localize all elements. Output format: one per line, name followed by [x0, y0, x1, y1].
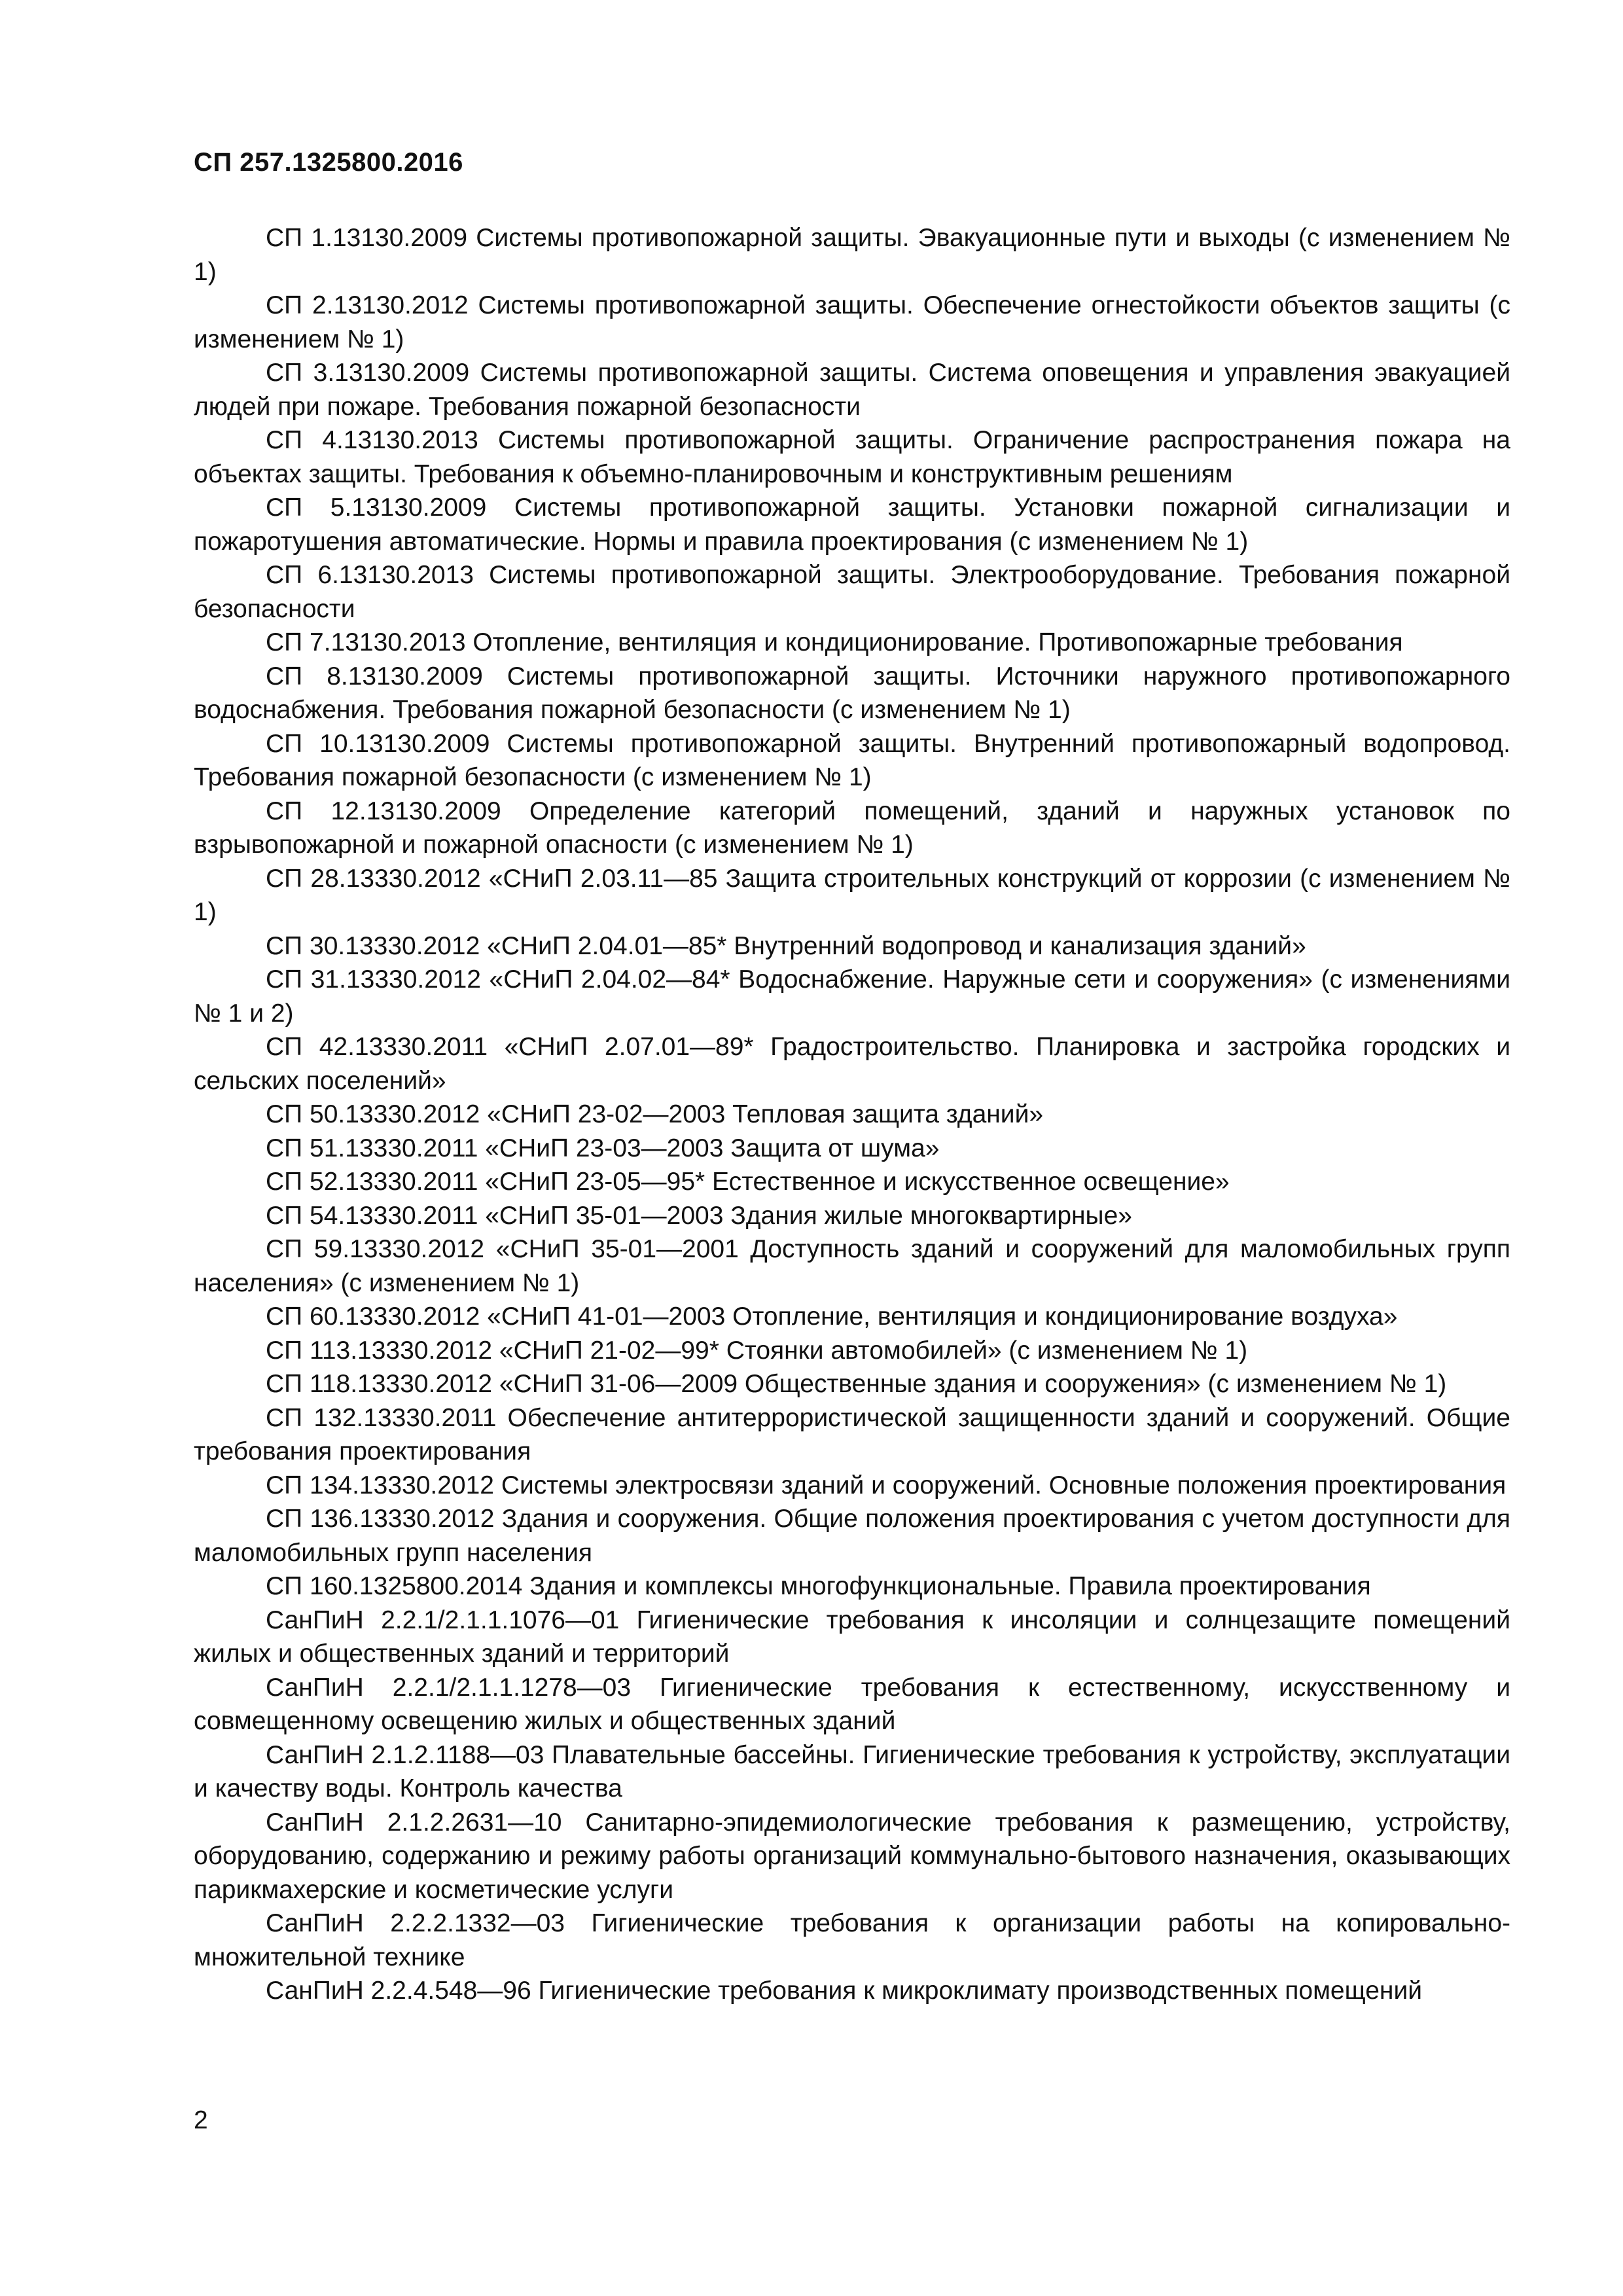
reference-item: СП 60.13330.2012 «СНиП 41-01—2003 Отопление, вентиляция и кондиционирование воздуха»	[266, 1302, 1398, 1331]
reference-item: СП 134.13330.2012 Системы электросвязи зданий и сооружений. Основные положения проектирования	[266, 1471, 1507, 1499]
reference-item: СП 12.13130.2009 Определение категорий помещений, зданий и наружных установок по взрывопожарной и пожарной опасности (с изменением № 1)	[194, 797, 1510, 859]
reference-item: СанПиН 2.2.1/2.1.1.1278—03 Гигиенические требования к естественному, искусственному и совмещенному освещению жилых и общественных зданий	[194, 1673, 1510, 1735]
reference-item: СанПиН 2.2.1/2.1.1.1076—01 Гигиенические требования к инсоляции и солнцезащите помещений жилых и общественных зданий и территорий	[194, 1605, 1510, 1668]
reference-item: СП 51.13330.2011 «СНиП 23-03—2003 Защита от шума»	[266, 1134, 940, 1162]
reference-item: СП 31.13330.2012 «СНиП 2.04.02—84* Водоснабжение. Наружные сети и сооружения» (с изменениями № 1 и 2)	[194, 965, 1510, 1028]
reference-item: СП 50.13330.2012 «СНиП 23-02—2003 Тепловая защита зданий»	[266, 1100, 1044, 1128]
page-number: 2	[194, 2106, 208, 2134]
reference-item: СП 118.13330.2012 «СНиП 31-06—2009 Общественные здания и сооружения» (с изменением № 1)	[266, 1370, 1447, 1398]
reference-item: СанПиН 2.2.4.548—96 Гигиенические требования к микроклимату производственных помещений	[266, 1977, 1423, 2005]
reference-item: СП 7.13130.2013 Отопление, вентиляция и кондиционирование. Противопожарные требования	[266, 628, 1403, 656]
reference-item: СП 8.13130.2009 Системы противопожарной защиты. Источники наружного противопожарного водоснабжения. Требования пожарной безопасности (с изменением № 1)	[194, 662, 1510, 724]
reference-item: СанПиН 2.1.2.2631—10 Санитарно-эпидемиологические требования к размещению, устройству, оборудованию, содержанию и режиму работы организаций коммунально-бытового назначения, оказывающих парикмахерские и косметические услуги	[194, 1808, 1510, 1904]
document-code-header: СП 257.1325800.2016	[194, 148, 463, 177]
reference-item: СанПиН 2.2.2.1332—03 Гигиенические требования к организации работы на копировально-множительной технике	[194, 1909, 1510, 1971]
reference-item: СП 28.13330.2012 «СНиП 2.03.11—85 Защита строительных конструкций от коррозии (с изменением № 1)	[194, 864, 1510, 926]
reference-item: СП 6.13130.2013 Системы противопожарной защиты. Электрооборудование. Требования пожарной безопасности	[194, 561, 1510, 623]
reference-item: СП 42.13330.2011 «СНиП 2.07.01—89* Градостроительство. Планировка и застройка городских и сельских поселений»	[194, 1033, 1510, 1095]
reference-item: СП 4.13130.2013 Системы противопожарной защиты. Ограничение распространения пожара на объектах защиты. Требования к объемно-планировочным и конструктивным решениям	[194, 426, 1510, 488]
reference-item: СП 3.13130.2009 Системы противопожарной защиты. Система оповещения и управления эвакуацией людей при пожаре. Требования пожарной безопасности	[194, 359, 1510, 421]
reference-item: СП 30.13330.2012 «СНиП 2.04.01—85* Внутренний водопровод и канализация зданий»	[266, 931, 1306, 960]
reference-item: СП 136.13330.2012 Здания и сооружения. Общие положения проектирования с учетом доступности для маломобильных групп населения	[194, 1505, 1510, 1567]
normative-references-list	[194, 221, 1510, 2008]
reference-item: СП 132.13330.2011 Обеспечение антитеррористической защищенности зданий и сооружений. Общие требования проектирования	[194, 1403, 1510, 1465]
reference-item: СП 113.13330.2012 «СНиП 21-02—99* Стоянки автомобилей» (с изменением № 1)	[266, 1336, 1248, 1365]
reference-item: СП 54.13330.2011 «СНиП 35-01—2003 Здания жилые многоквартирные»	[266, 1201, 1132, 1230]
reference-item: СП 59.13330.2012 «СНиП 35-01—2001 Доступность зданий и сооружений для маломобильных групп населения» (с изменением № 1)	[194, 1235, 1510, 1297]
reference-item: СП 10.13130.2009 Системы противопожарной защиты. Внутренний противопожарный водопровод. Требования пожарной безопасности (с изменением № 1)	[194, 729, 1510, 791]
reference-item: СП 1.13130.2009 Системы противопожарной защиты. Эвакуационные пути и выходы (с изменением № 1)	[194, 224, 1510, 286]
reference-item: СП 2.13130.2012 Системы противопожарной защиты. Обеспечение огнестойкости объектов защиты (с изменением № 1)	[194, 291, 1510, 353]
reference-item: СП 52.13330.2011 «СНиП 23-05—95* Естественное и искусственное освещение»	[266, 1168, 1230, 1196]
reference-item: СП 5.13130.2009 Системы противопожарной защиты. Установки пожарной сигнализации и пожаротушения автоматические. Нормы и правила проектирования (с изменением № 1)	[194, 493, 1510, 556]
reference-item: СП 160.1325800.2014 Здания и комплексы многофункциональные. Правила проектирования	[266, 1572, 1371, 1600]
reference-item: СанПиН 2.1.2.1188—03 Плавательные бассейны. Гигиенические требования к устройству, эксплуатации и качеству воды. Контроль качества	[194, 1740, 1510, 1803]
